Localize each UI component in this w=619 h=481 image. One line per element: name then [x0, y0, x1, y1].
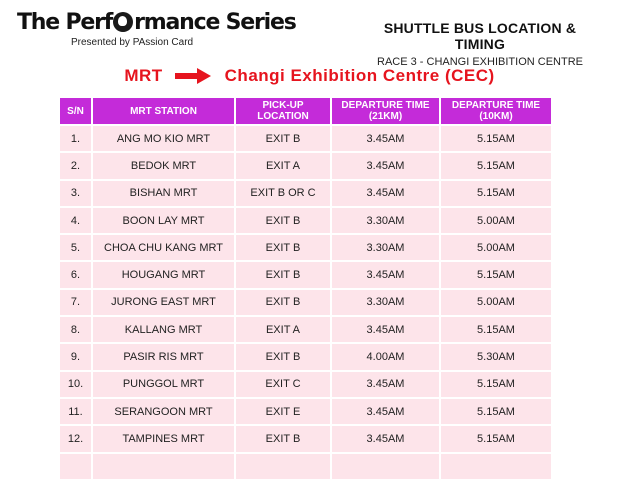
cell-sn: 2.: [60, 153, 91, 178]
cell-sn: 7.: [60, 290, 91, 315]
cell-pickup: EXIT B: [236, 426, 330, 451]
cell-station: HOUGANG MRT: [93, 262, 234, 287]
table-row: [60, 344, 551, 369]
cell-pickup: EXIT B OR C: [236, 181, 330, 206]
cell-departure-10km: 5.15AM: [441, 372, 551, 397]
cell-sn: 4.: [60, 208, 91, 233]
event-logo: [17, 10, 296, 48]
cell-departure-21km: 3.45AM: [332, 399, 439, 424]
cell-departure-10km: 5.00AM: [441, 208, 551, 233]
cell-departure-10km: 5.00AM: [441, 290, 551, 315]
cell-departure-10km: 5.15AM: [441, 426, 551, 451]
column-header-departure-10km: DEPARTURE TIME (10KM): [441, 98, 551, 124]
column-header-station: MRT STATION: [93, 98, 234, 124]
cell-station: [93, 454, 234, 479]
table-row: [60, 181, 551, 206]
cell-station: PUNGGOL MRT: [93, 372, 234, 397]
cell-departure-10km: 5.15AM: [441, 181, 551, 206]
cell-pickup: EXIT B: [236, 208, 330, 233]
table-header-row: [60, 98, 551, 124]
table-row: [60, 290, 551, 315]
cell-departure-21km: 3.30AM: [332, 290, 439, 315]
cell-station: CHOA CHU KANG MRT: [93, 235, 234, 260]
cell-departure-21km: 4.00AM: [332, 344, 439, 369]
cell-departure-10km: 5.15AM: [441, 153, 551, 178]
cell-pickup: EXIT B: [236, 262, 330, 287]
table-row: [60, 208, 551, 233]
cell-sn: 11.: [60, 399, 91, 424]
cell-departure-21km: 3.45AM: [332, 153, 439, 178]
cell-station: PASIR RIS MRT: [93, 344, 234, 369]
cell-station: JURONG EAST MRT: [93, 290, 234, 315]
cell-station: BEDOK MRT: [93, 153, 234, 178]
cell-departure-21km: 3.45AM: [332, 372, 439, 397]
cell-departure-10km: 5.15AM: [441, 399, 551, 424]
column-header-departure-21km: DEPARTURE TIME (21KM): [332, 98, 439, 124]
cell-sn: [60, 454, 91, 479]
cell-pickup: EXIT B: [236, 344, 330, 369]
cell-departure-10km: 5.30AM: [441, 344, 551, 369]
cell-departure-21km: 3.30AM: [332, 235, 439, 260]
cell-departure-10km: 5.15AM: [441, 262, 551, 287]
cell-departure-21km: 3.45AM: [332, 181, 439, 206]
cell-departure-21km: [332, 454, 439, 479]
cell-station: BISHAN MRT: [93, 181, 234, 206]
cell-sn: 12.: [60, 426, 91, 451]
cell-pickup: EXIT A: [236, 153, 330, 178]
lion-head-icon: [113, 12, 133, 32]
cell-departure-21km: 3.45AM: [332, 317, 439, 342]
cell-departure-21km: 3.30AM: [332, 208, 439, 233]
cell-departure-21km: 3.45AM: [332, 126, 439, 151]
column-header-pickup: PICK-UP LOCATION: [236, 98, 330, 124]
cell-departure-21km: 3.45AM: [332, 262, 439, 287]
cell-sn: 1.: [60, 126, 91, 151]
logo-title-start: The Perf: [17, 10, 113, 35]
route-destination: Changi Exhibition Centre (CEC): [224, 66, 495, 85]
cell-pickup: [236, 454, 330, 479]
cell-station: BOON LAY MRT: [93, 208, 234, 233]
cell-pickup: EXIT B: [236, 126, 330, 151]
logo-title-end: rmance Series: [134, 10, 296, 35]
table-row: [60, 262, 551, 287]
page-subtitle: RACE 3 - CHANGI EXHIBITION CENTRE: [377, 56, 583, 68]
table-row: [60, 317, 551, 342]
route-origin: MRT: [124, 66, 163, 85]
cell-sn: 8.: [60, 317, 91, 342]
shuttle-schedule-table: [58, 96, 553, 481]
cell-pickup: EXIT A: [236, 317, 330, 342]
cell-departure-10km: 5.15AM: [441, 126, 551, 151]
table-row: [60, 235, 551, 260]
table-row: [60, 399, 551, 424]
cell-departure-10km: [441, 454, 551, 479]
cell-sn: 5.: [60, 235, 91, 260]
table-row: [60, 372, 551, 397]
cell-sn: 3.: [60, 181, 91, 206]
page-header: [360, 20, 600, 68]
cell-pickup: EXIT C: [236, 372, 330, 397]
cell-pickup: EXIT E: [236, 399, 330, 424]
table-row: [60, 454, 551, 479]
logo-subtitle: Presented by PAssion Card: [71, 37, 194, 48]
cell-departure-21km: 3.45AM: [332, 426, 439, 451]
page-title: SHUTTLE BUS LOCATION & TIMING: [383, 20, 577, 52]
cell-pickup: EXIT B: [236, 235, 330, 260]
cell-sn: 9.: [60, 344, 91, 369]
table-row: [60, 126, 551, 151]
cell-pickup: EXIT B: [236, 290, 330, 315]
table-row: [60, 153, 551, 178]
right-arrow-icon: [175, 68, 211, 84]
cell-station: KALLANG MRT: [93, 317, 234, 342]
cell-station: SERANGOON MRT: [93, 399, 234, 424]
cell-sn: 6.: [60, 262, 91, 287]
table-body: [60, 126, 551, 479]
route-banner: [0, 64, 619, 88]
cell-sn: 10.: [60, 372, 91, 397]
cell-station: ANG MO KIO MRT: [93, 126, 234, 151]
cell-station: TAMPINES MRT: [93, 426, 234, 451]
logo-title: [17, 10, 296, 35]
cell-departure-10km: 5.15AM: [441, 317, 551, 342]
cell-departure-10km: 5.00AM: [441, 235, 551, 260]
table-row: [60, 426, 551, 451]
column-header-sn: S/N: [60, 98, 91, 124]
